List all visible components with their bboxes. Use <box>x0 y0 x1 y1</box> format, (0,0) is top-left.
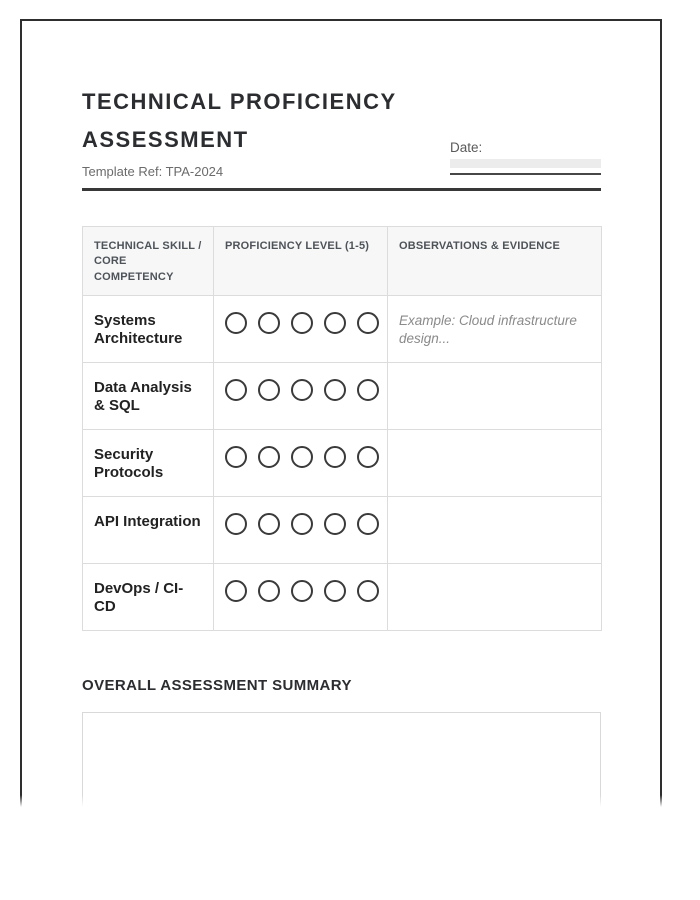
skill-cell <box>83 430 214 497</box>
rating-circle-3[interactable] <box>291 580 313 602</box>
table-row <box>83 430 602 497</box>
table-row <box>83 296 602 363</box>
rating-circle-4[interactable] <box>324 379 346 401</box>
rating-circle-5[interactable] <box>357 580 379 602</box>
skill-label: Data Analysis & SQL <box>94 379 192 415</box>
skill-cell <box>83 363 214 430</box>
observations-cell[interactable] <box>388 497 602 564</box>
observations-cell[interactable] <box>388 564 602 631</box>
rating-circle-2[interactable] <box>258 513 280 535</box>
rating-circle-1[interactable] <box>225 580 247 602</box>
observation-placeholder: Example: Cloud infrastructure design... <box>399 313 577 347</box>
date-field <box>450 139 601 175</box>
rating-circle-3[interactable] <box>291 312 313 334</box>
column-header-observations: OBSERVATIONS & EVIDENCE <box>388 227 602 296</box>
rating-cell <box>214 363 388 430</box>
rating-circle-4[interactable] <box>324 513 346 535</box>
rating-circle-1[interactable] <box>225 312 247 334</box>
rating-circle-1[interactable] <box>225 446 247 468</box>
rating-circle-2[interactable] <box>258 446 280 468</box>
rating-circle-5[interactable] <box>357 513 379 535</box>
rating-cell <box>214 564 388 631</box>
summary-input[interactable] <box>82 712 601 832</box>
rating-cell <box>214 296 388 363</box>
observations-cell[interactable] <box>388 296 602 363</box>
page-content <box>22 21 660 849</box>
rating-group <box>225 513 377 535</box>
template-ref: Template Ref: TPA-2024 <box>82 164 224 179</box>
rating-circle-3[interactable] <box>291 446 313 468</box>
page-frame <box>20 19 662 849</box>
rating-cell <box>214 497 388 564</box>
rating-circle-5[interactable] <box>357 312 379 334</box>
skill-label: Security Protocols <box>94 446 164 482</box>
skill-cell <box>83 296 214 363</box>
date-label: Date: <box>450 140 483 155</box>
date-input-strip[interactable] <box>450 159 601 168</box>
rating-circle-5[interactable] <box>357 379 379 401</box>
rating-group <box>225 379 377 401</box>
skill-cell <box>83 497 214 564</box>
rating-group <box>225 312 377 334</box>
rating-circle-4[interactable] <box>324 312 346 334</box>
table-row <box>83 497 602 564</box>
rating-circle-4[interactable] <box>324 446 346 468</box>
column-header-proficiency: PROFICIENCY LEVEL (1-5) <box>214 227 388 296</box>
skills-table <box>82 226 602 631</box>
table-header-row <box>83 227 602 296</box>
observations-cell[interactable] <box>388 430 602 497</box>
table-row <box>83 564 602 631</box>
rating-circle-1[interactable] <box>225 513 247 535</box>
rating-circle-3[interactable] <box>291 513 313 535</box>
skill-cell <box>83 564 214 631</box>
rating-group <box>225 446 377 468</box>
rating-circle-2[interactable] <box>258 580 280 602</box>
rating-circle-4[interactable] <box>324 580 346 602</box>
rating-cell <box>214 430 388 497</box>
rating-circle-2[interactable] <box>258 312 280 334</box>
page-title: TECHNICAL PROFICIENCY ASSESSMENT <box>82 89 397 152</box>
rating-circle-5[interactable] <box>357 446 379 468</box>
rating-circle-1[interactable] <box>225 379 247 401</box>
skill-label: API Integration <box>94 513 201 531</box>
date-underline[interactable] <box>450 173 601 175</box>
skill-label: DevOps / CI-CD <box>94 580 184 616</box>
table-row <box>83 363 602 430</box>
rating-group <box>225 580 377 602</box>
skill-label: Systems Architecture <box>94 312 183 348</box>
observations-cell[interactable] <box>388 363 602 430</box>
rating-circle-2[interactable] <box>258 379 280 401</box>
summary-heading: OVERALL ASSESSMENT SUMMARY <box>82 677 352 695</box>
rating-circle-3[interactable] <box>291 379 313 401</box>
column-header-skill: TECHNICAL SKILL / CORE COMPETENCY <box>83 227 214 296</box>
